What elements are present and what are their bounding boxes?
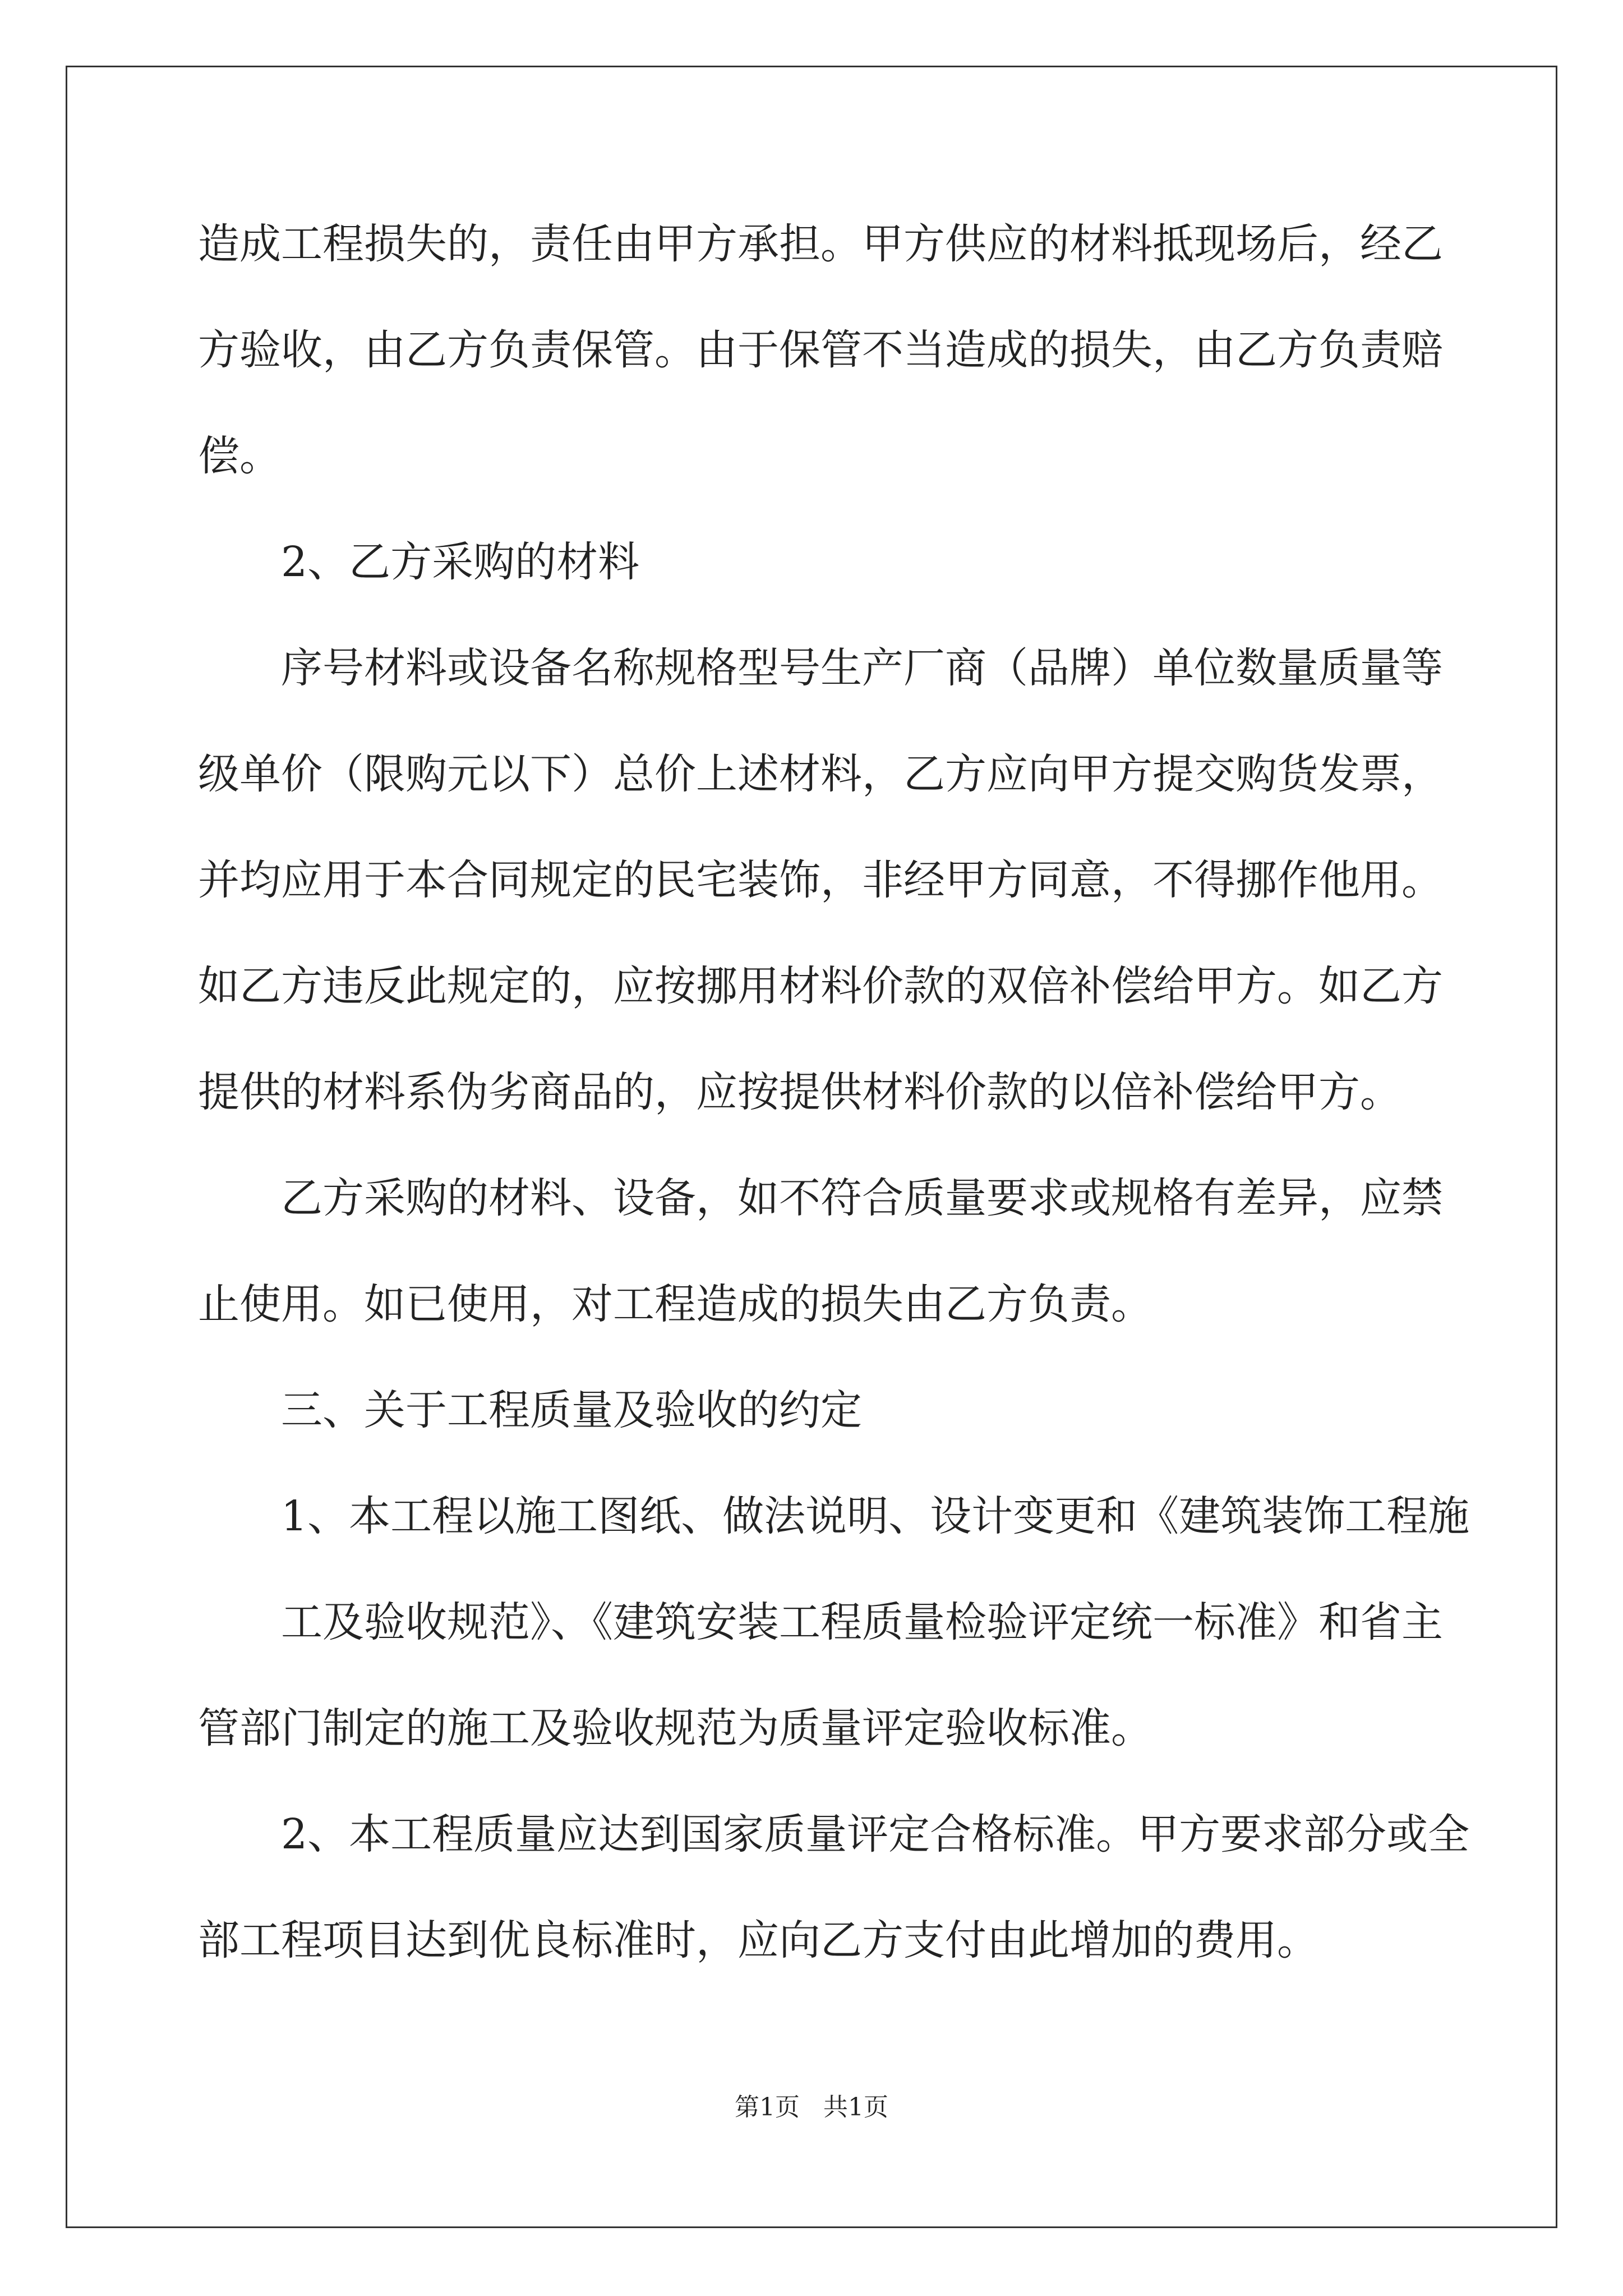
text-line: 提供的材料系伪劣商品的，应按提供材料价款的以倍补偿给甲方。 <box>198 1068 1401 1116</box>
page-number-footer: 第1页 共1页 <box>735 2093 888 2122</box>
text-line: 序号材料或设备名称规格型号生产厂商（品牌）单位数量质量等 <box>281 644 1443 692</box>
text-line: 乙方采购的材料、设备，如不符合质量要求或规格有差异，应禁 <box>281 1174 1443 1222</box>
text-line: 偿。 <box>198 432 281 480</box>
section-heading: 2、乙方采购的材料 <box>281 538 640 586</box>
text-line: 工及验收规范》、《建筑安装工程质量检验评定统一标准》和省主 <box>281 1598 1443 1646</box>
text-line: 造成工程损失的，责任由甲方承担。甲方供应的材料抵现场后，经乙 <box>198 220 1443 268</box>
text-line: 管部门制定的施工及验收规范为质量评定验收标准。 <box>198 1704 1152 1752</box>
document-body <box>198 213 1470 2016</box>
text-line: 如乙方违反此规定的，应按挪用材料价款的双倍补偿给甲方。如乙方 <box>198 962 1443 1010</box>
text-line: 2、本工程质量应达到国家质量评定合格标准。甲方要求部分或全 <box>281 1810 1470 1858</box>
text-line: 级单价（限购元以下）总价上述材料，乙方应向甲方提交购货发票， <box>198 750 1443 798</box>
text-line: 部工程项目达到优良标准时，应向乙方支付由此增加的费用。 <box>198 1916 1318 1964</box>
text-line: 并均应用于本合同规定的民宅装饰，非经甲方同意，不得挪作他用。 <box>198 856 1443 904</box>
text-line: 1、本工程以施工图纸、做法说明、设计变更和《建筑装饰工程施 <box>281 1492 1470 1540</box>
section-heading: 三、关于工程质量及验收的约定 <box>281 1386 862 1434</box>
text-line: 方验收，由乙方负责保管。由于保管不当造成的损失，由乙方负责赔 <box>198 326 1443 374</box>
text-line: 止使用。如已使用，对工程造成的损失由乙方负责。 <box>198 1280 1152 1328</box>
